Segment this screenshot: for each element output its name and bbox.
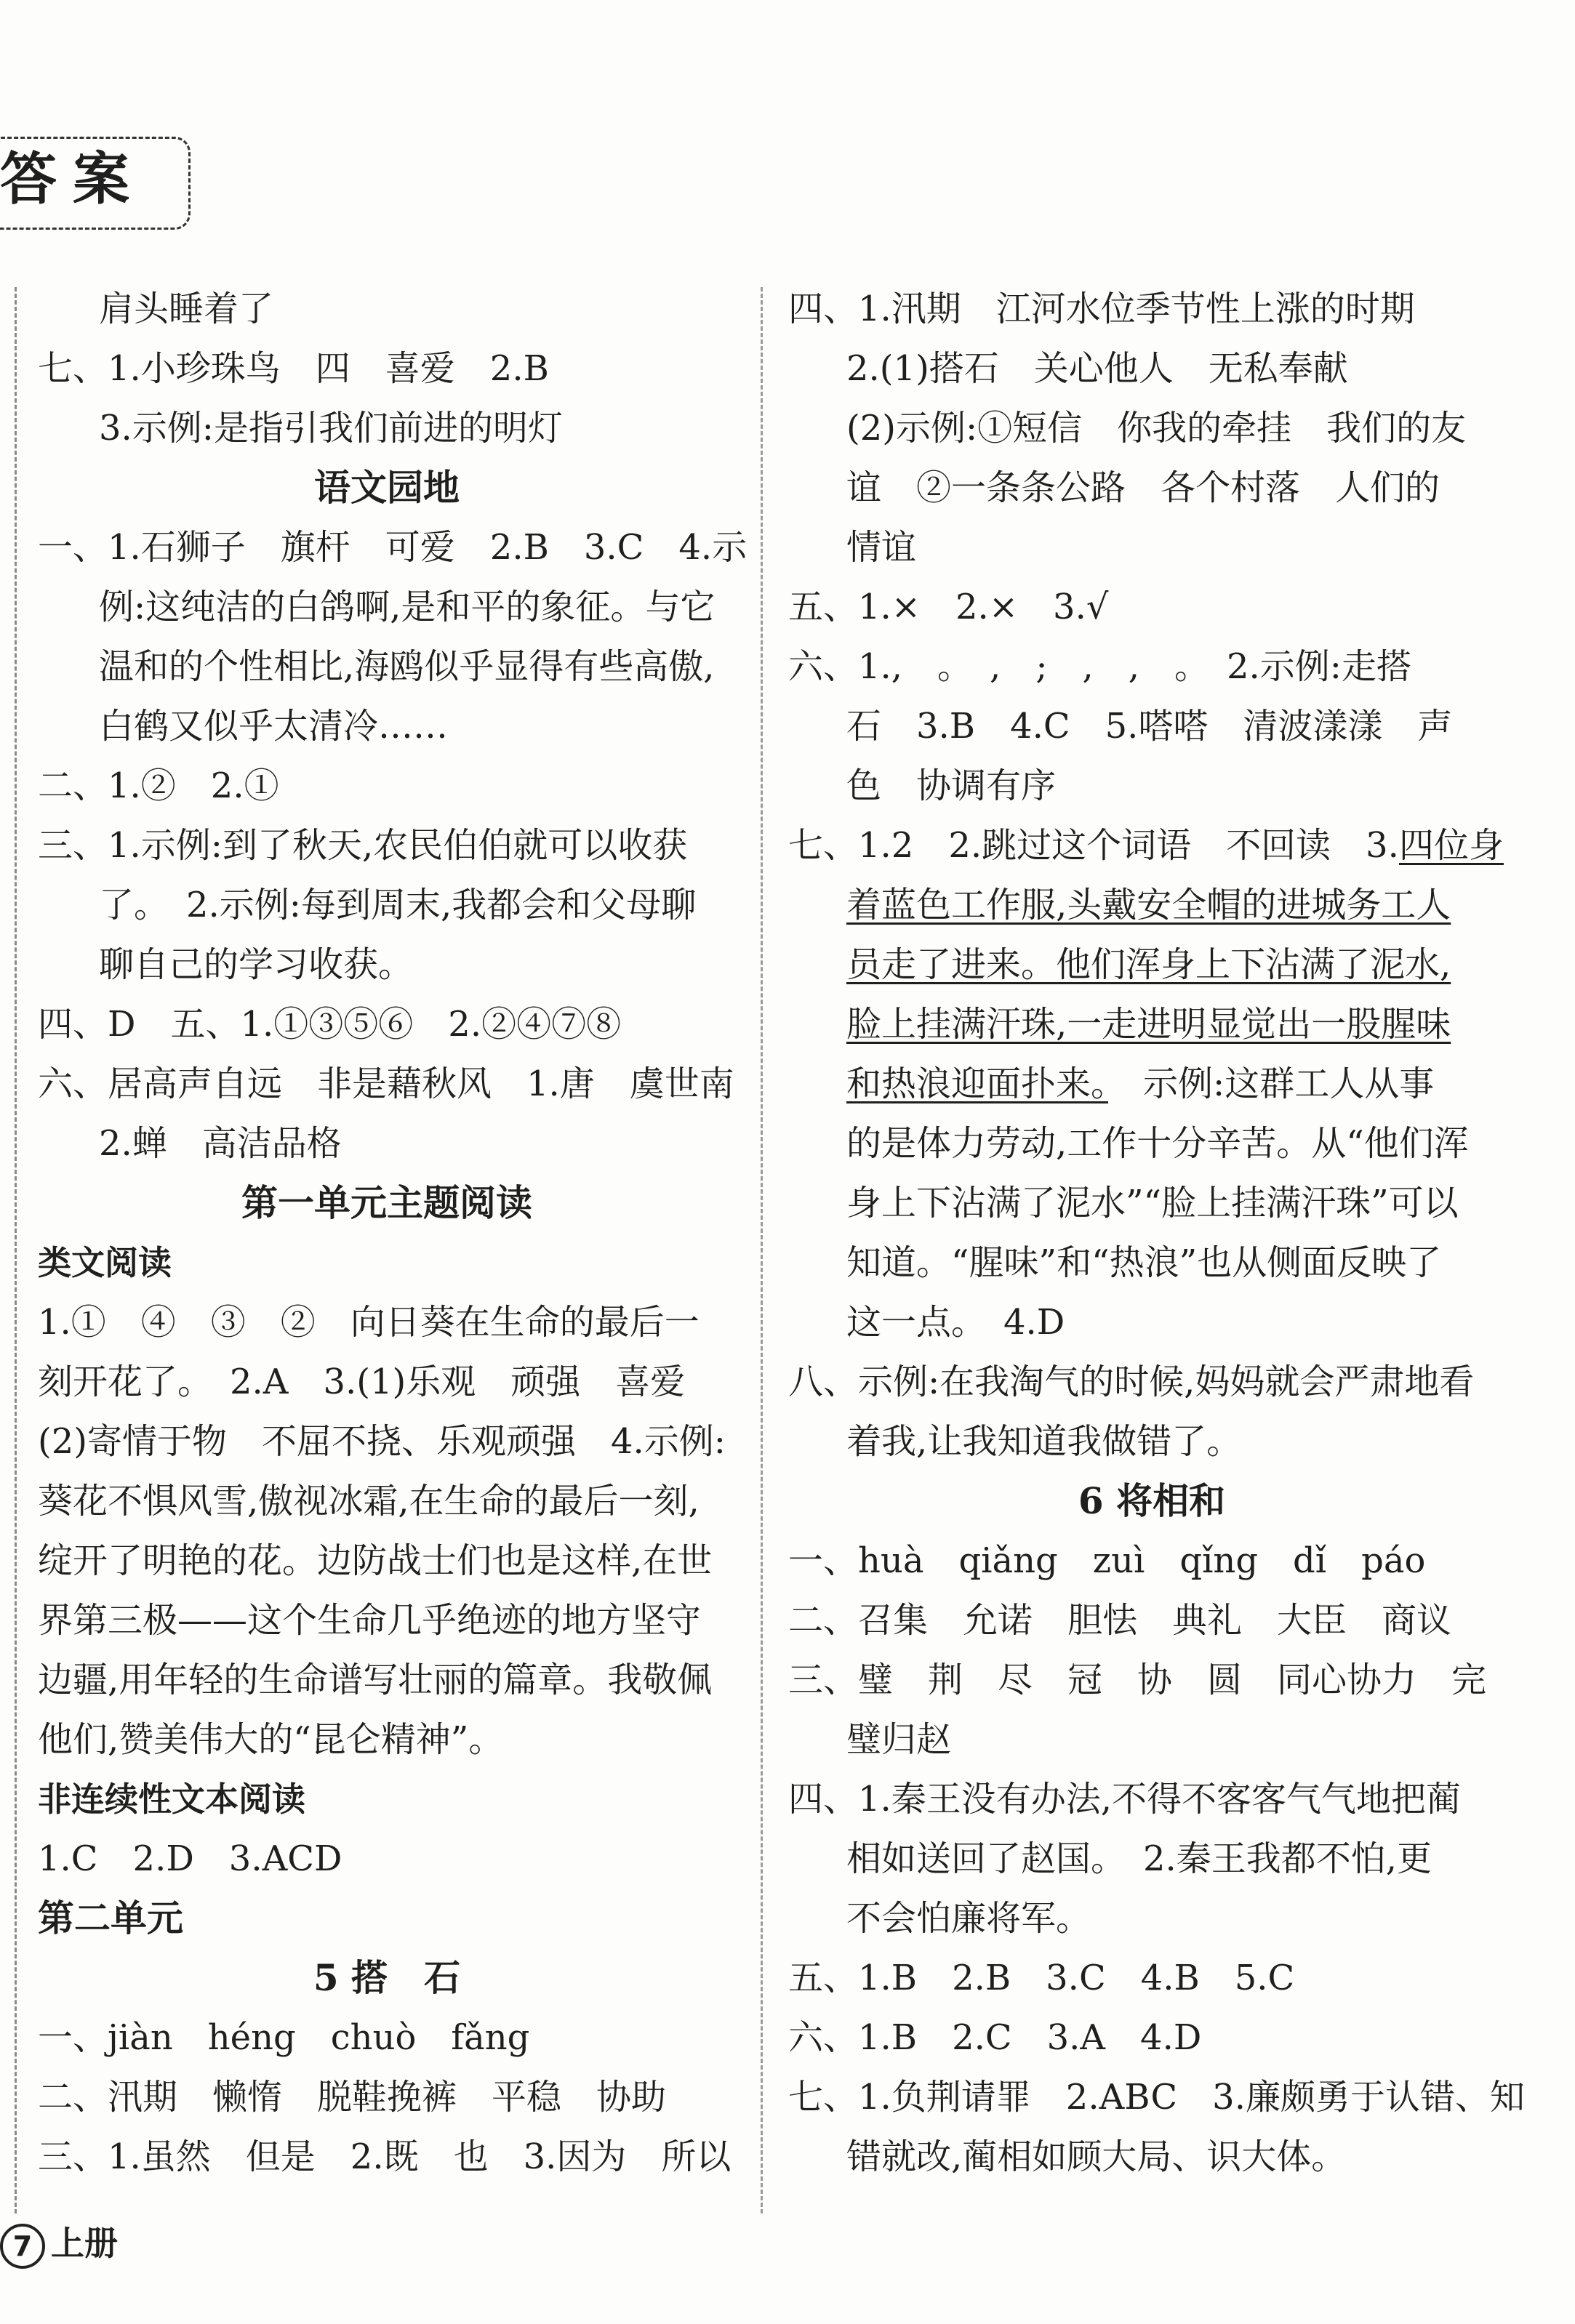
unit-heading: 第二单元 <box>38 1897 183 1939</box>
answer-line: 四、1.秦王没有办法,不得不客客气气地把蔺 <box>788 1779 1462 1820</box>
answer-line: 1.① ④ ③ ② 向日葵在生命的最后一 <box>38 1302 700 1343</box>
answer-line: 的是体力劳动,工作十分辛苦。从“他们浑 <box>846 1123 1469 1164</box>
answer-text: 七、1.2 2.跳过这个词语 不回读 3. <box>788 825 1399 866</box>
answer-line: 三、1.示例:到了秋天,农民伯伯就可以收获 <box>38 825 688 866</box>
answer-line: 二、1.② 2.① <box>38 765 279 806</box>
answer-line: 2.蝉 高洁品格 <box>99 1123 342 1164</box>
answer-line: 石 3.B 4.C 5.嗒嗒 清波漾漾 声 <box>846 706 1453 747</box>
answer-line: (2)寄情于物 不屈不挠、乐观顽强 4.示例: <box>38 1421 726 1462</box>
lesson-heading: 6 将相和 <box>1078 1479 1226 1522</box>
column-divider <box>761 287 763 2214</box>
left-margin-rule <box>15 287 17 2214</box>
answer-line: 色 协调有序 <box>846 765 1057 806</box>
answer-line: 错就改,蔺相如顾大局、识大体。 <box>846 2136 1347 2177</box>
answer-line: 了。 2.示例:每到周末,我都会和父母聊 <box>99 885 697 925</box>
answer-line: 璧归赵 <box>846 1719 952 1760</box>
pinyin-line: 一、huà qiǎng zuì qǐng dǐ páo <box>788 1540 1426 1581</box>
page-title: 答案 <box>0 146 146 212</box>
answer-text: 示例:这群工人从事 <box>1108 1064 1435 1104</box>
answer-line: 三、1.虽然 但是 2.既 也 3.因为 所以 <box>38 2136 732 2177</box>
answer-line: 葵花不惧风雪,傲视冰霜,在生命的最后一刻, <box>38 1481 700 1521</box>
answer-line: 二、召集 允诺 胆怯 典礼 大臣 商议 <box>788 1600 1452 1641</box>
underlined-sentence: 着蓝色工作服,头戴安全帽的进城务工人 <box>846 885 1451 925</box>
pinyin-line: 一、jiàn héng chuò fǎng <box>38 2017 530 2058</box>
answer-line: 四、D 五、1.①③⑤⑥ 2.②④⑦⑧ <box>38 1004 622 1045</box>
answer-line: 四、1.汛期 江河水位季节性上涨的时期 <box>788 289 1415 329</box>
section-heading: 语文园地 <box>314 466 460 509</box>
answer-line: 肩头睡着了 <box>99 289 274 329</box>
answer-line: 温和的个性相比,海鸥似乎显得有些高傲, <box>99 646 715 687</box>
answer-line: 谊 ②一条条公路 各个村落 人们的 <box>846 467 1440 508</box>
section-heading: 第一单元主题阅读 <box>241 1181 532 1224</box>
answer-line <box>788 1054 1515 1114</box>
underlined-sentence: 四位身 <box>1398 825 1504 866</box>
answer-line: 八、示例:在我淘气的时候,妈妈就会严肃地看 <box>788 1362 1475 1402</box>
answer-line <box>788 994 1515 1054</box>
answer-line <box>788 935 1515 994</box>
answer-line: 情谊 <box>846 527 917 568</box>
subsection-heading: 非连续性文本阅读 <box>38 1780 305 1819</box>
answer-line: 他们,赞美伟大的“昆仑精神”。 <box>38 1719 504 1760</box>
answer-line: 聊自己的学习收获。 <box>99 944 414 985</box>
answer-line: 相如送回了赵国。 2.秦王我都不怕,更 <box>846 1838 1432 1879</box>
answer-line: 3.示例:是指引我们前进的明灯 <box>99 408 563 449</box>
answer-line: 身上下沾满了泥水”“脸上挂满汗珠”可以 <box>846 1183 1459 1223</box>
answer-line: 一、1.石狮子 旗杆 可爱 2.B 3.C 4.示 <box>38 527 748 568</box>
answer-line: 二、汛期 懒惰 脱鞋挽裤 平稳 协助 <box>38 2077 667 2118</box>
underlined-sentence: 脸上挂满汗珠,一走进明显觉出一股腥味 <box>846 1004 1451 1045</box>
answer-line <box>788 816 1515 875</box>
page-footer <box>0 2214 118 2272</box>
underlined-sentence: 和热浪迎面扑来。 <box>846 1064 1109 1104</box>
answer-line: 2.(1)搭石 关心他人 无私奉献 <box>846 348 1348 389</box>
answer-line <box>788 875 1515 935</box>
answer-line: (2)示例:①短信 你我的牵挂 我们的友 <box>846 408 1467 449</box>
answer-line: 六、居高声自远 非是藉秋风 1.唐 虞世南 <box>38 1064 734 1104</box>
right-column <box>788 279 1525 2187</box>
answer-line: 五、1.× 2.× 3.√ <box>788 587 1109 627</box>
answer-line: 这一点。 4.D <box>846 1302 1065 1343</box>
underlined-sentence: 员走了进来。他们浑身上下沾满了泥水, <box>846 944 1451 985</box>
page-number: 7 <box>0 2224 45 2269</box>
lesson-heading: 5 搭 石 <box>313 1956 461 1999</box>
answer-line: 刻开花了。 2.A 3.(1)乐观 顽强 喜爱 <box>38 1362 686 1402</box>
answer-line: 六、1., 。 , ; , , 。 2.示例:走搭 <box>788 646 1411 687</box>
answer-line: 三、璧 荆 尽 冠 协 圆 同心协力 完 <box>788 1660 1487 1700</box>
left-column <box>38 279 748 2187</box>
answer-line: 七、1.负荆请罪 2.ABC 3.廉颇勇于认错、知 <box>788 2077 1525 2118</box>
answer-line: 着我,让我知道我做错了。 <box>846 1421 1242 1462</box>
answer-line: 绽开了明艳的花。边防战士们也是这样,在世 <box>38 1540 713 1581</box>
answer-line: 不会怕廉将军。 <box>846 1898 1091 1939</box>
answer-line: 例:这纯洁的白鸽啊,是和平的象征。与它 <box>99 587 716 627</box>
answer-line: 知道。“腥味”和“热浪”也从侧面反映了 <box>846 1242 1442 1283</box>
volume-label: 上册 <box>51 2224 118 2263</box>
answer-line: 五、1.B 2.B 3.C 4.B 5.C <box>788 1958 1295 1998</box>
answer-line: 边疆,用年轻的生命谱写壮丽的篇章。我敬佩 <box>38 1660 713 1700</box>
answer-line: 七、1.小珍珠鸟 四 喜爱 2.B <box>38 348 549 389</box>
answer-line: 界第三极——这个生命几乎绝迹的地方坚守 <box>38 1600 702 1641</box>
answer-line: 六、1.B 2.C 3.A 4.D <box>788 2017 1202 2058</box>
answer-line: 白鹤又似乎太清冷…… <box>99 706 449 747</box>
subsection-heading: 类文阅读 <box>38 1243 172 1282</box>
answer-line: 1.C 2.D 3.ACD <box>38 1838 342 1879</box>
